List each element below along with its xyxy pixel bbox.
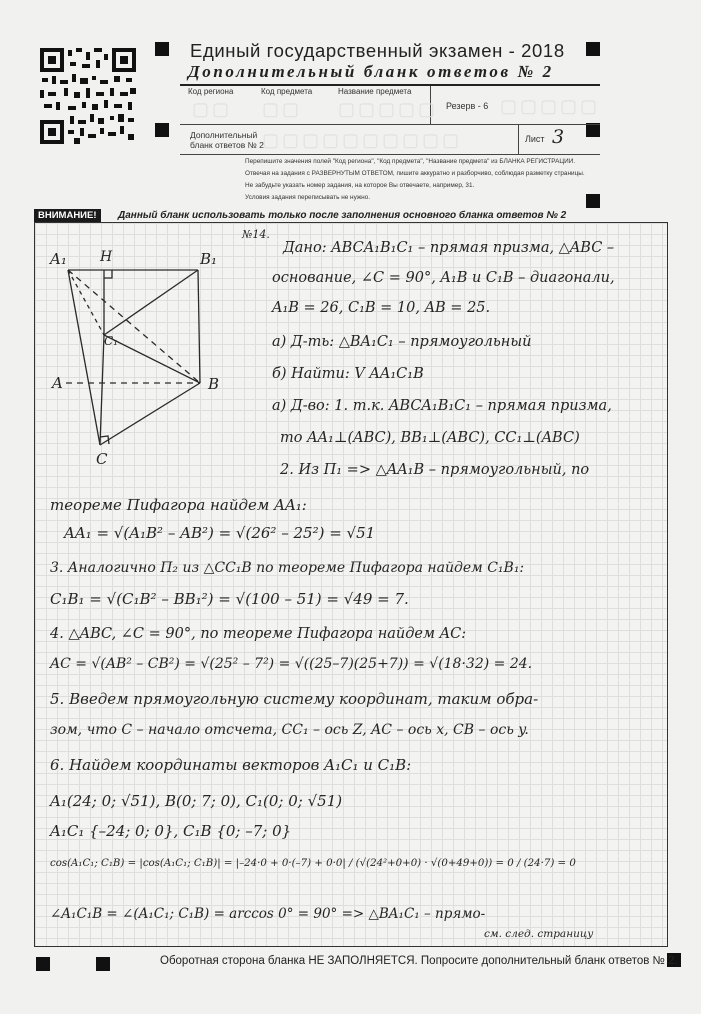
divider (180, 84, 600, 86)
handwriting-line: AC = √(AB² – CB²) = √(25² – 7²) = √((25–7)(25+7)) = √(18·32) = 24. (50, 656, 533, 672)
exam-title: Единый государственный экзамен - 2018 (190, 40, 565, 61)
registration-marker (586, 194, 600, 208)
region-code-field[interactable]: ▢▢ (192, 99, 233, 119)
handwriting-line: 3. Аналогично П₂ из △CC₁B по теореме Пифагора найдем C₁B₁: (50, 560, 525, 576)
handwriting-line: ∠A₁C₁B = ∠(A₁C₁; C₁B) = arccos 0° = 90° => △BA₁C₁ – прямо- (50, 906, 486, 922)
prism-diagram (40, 240, 240, 480)
handwriting-line: AA₁ = √(A₁B² – AB²) = √(26² – 25²) = √51 (64, 524, 376, 542)
handwriting-line: а) Д-во: 1. т.к. ABCA₁B₁C₁ – прямая призма, (272, 398, 612, 414)
handwriting-line: 6. Найдем координаты векторов A₁C₁ и C₁B: (50, 756, 412, 774)
form-subtitle: Дополнительный бланк ответов № 2 (188, 62, 554, 81)
handwriting-line: б) Найти: V AA₁C₁B (272, 366, 424, 382)
point-label: A₁ (50, 250, 67, 268)
handwriting-line: A₁(24; 0; √51), B(0; 7; 0), C₁(0; 0; √51) (50, 792, 343, 810)
handwriting-line: Дано: ABCA₁B₁C₁ – прямая призма, △ABC – (283, 240, 615, 256)
handwriting-line: 2. Из П₁ => △AA₁B – прямоугольный, по (280, 462, 590, 478)
reserve-field[interactable]: ▢▢▢▢▢ (500, 96, 601, 116)
divider (180, 124, 600, 125)
registration-marker (96, 957, 110, 971)
point-label: H (100, 249, 113, 265)
registration-marker (155, 42, 169, 56)
sheet-label: Лист (525, 134, 545, 144)
handwriting-line: C₁B₁ = √(C₁B² – BB₁²) = √(100 – 51) = √49 = 7. (50, 590, 409, 608)
sheet-number[interactable]: 3 (552, 126, 565, 148)
handwriting-line: теореме Пифагора найдем AA₁: (50, 496, 307, 514)
instruction-line: Отвечая на задания с РАЗВЕРНУТЫМ ОТВЕТОМ, пишите аккуратно и разборчиво, соблюдая разметку страницы. (245, 170, 585, 177)
handwriting-line: а) Д-ть: △BA₁C₁ – прямоугольный (272, 334, 532, 350)
divider (180, 154, 600, 155)
subject-name-label: Название предмета (338, 87, 412, 96)
instruction-line: Не забудьте указать номер задания, на которое Вы отвечаете, например, 31. (245, 182, 475, 189)
subject-code-label: Код предмета (261, 87, 313, 96)
subject-name-field[interactable]: ▢▢▢▢▢ (338, 99, 439, 119)
handwriting-line: A₁B = 26, C₁B = 10, AB = 25. (272, 300, 491, 316)
region-code-label: Код региона (188, 87, 234, 96)
handwriting-line: 4. △ABC, ∠C = 90°, по теореме Пифагора найдем AC: (50, 626, 467, 642)
handwriting-line: то AA₁⊥(ABC), BB₁⊥(ABC), CC₁⊥(ABC) (280, 430, 580, 446)
footer-note: Оборотная сторона бланка НЕ ЗАПОЛНЯЕТСЯ. Попросите дополнительный бланк ответов № 2. (160, 955, 678, 967)
handwriting-line: A₁C₁ {–24; 0; 0}, C₁B {0; –7; 0} (50, 822, 292, 840)
handwriting-line: cos(A₁C₁; C₁B) = |cos(A₁C₁; C₁B)| = |–24·0 + 0·(–7) + 0·0| / (√(24²+0+0) · √(0+49+0)) = 0 / (24·7) = 0 (50, 858, 576, 869)
point-label: B₁ (200, 250, 218, 268)
form-label: бланк ответов № 2 (190, 140, 264, 150)
handwriting-line: зом, что C – начало отсчета, CC₁ – ось Z, AC – ось x, CB – ось y. (50, 722, 529, 738)
subject-code-field[interactable]: ▢▢ (262, 99, 303, 119)
warning-label: ВНИМАНИЕ! (34, 209, 101, 222)
point-label: B (208, 375, 220, 393)
point-label: A (52, 374, 63, 392)
reserve-label: Резерв - 6 (446, 101, 489, 111)
instruction-line: Условия задания переписывать не нужно. (245, 194, 370, 201)
point-label: C₁ (104, 334, 118, 348)
warning-text: Данный бланк использовать только после заполнения основного бланка ответов № 2 (118, 210, 567, 221)
divider (518, 124, 519, 154)
form-label: Дополнительный (190, 130, 258, 140)
point-label: C (96, 450, 108, 468)
task-number: №14. (242, 228, 270, 241)
warning-bar (34, 209, 668, 222)
handwriting-line: 5. Введем прямоугольную систему координат, таким обра- (50, 690, 539, 708)
registration-marker (155, 123, 169, 137)
registration-marker (586, 42, 600, 56)
qr-code (40, 48, 136, 144)
continued-note: см. след. страницу (484, 928, 594, 940)
form-code-field: ▢▢▢▢▢▢▢▢▢▢ (262, 130, 463, 150)
instruction-line: Перепишите значения полей "Код региона", "Код предмета", "Название предмета" из БЛАНКА РЕГИСТРАЦИИ. (245, 158, 576, 165)
registration-marker (36, 957, 50, 971)
registration-marker (586, 123, 600, 137)
handwriting-line: основание, ∠C = 90°, A₁B и C₁B – диагонали, (272, 270, 615, 286)
